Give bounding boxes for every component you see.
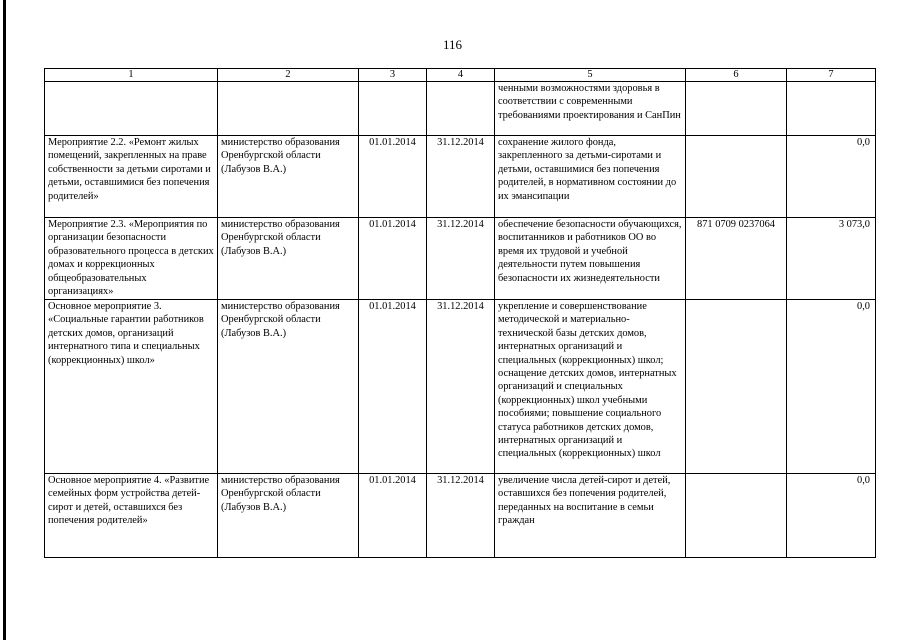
cell-result: сохранение жилого фонда, закрепленного за детьми-сиротами и детьми, оставшимися без попечения родителей, в нормативном состоянии до их эмансипации [495, 136, 686, 218]
cell-code: 871 0709 0237064 [686, 218, 787, 300]
cell-start-date [359, 82, 427, 136]
header-cell: 3 [359, 69, 427, 82]
cell-start-date: 01.01.2014 [359, 218, 427, 300]
header-cell: 1 [45, 69, 218, 82]
cell-amount: 0,0 [787, 136, 876, 218]
cell-activity [45, 82, 218, 136]
cell-code [686, 300, 787, 474]
left-margin-rule [3, 0, 6, 640]
cell-code [686, 474, 787, 558]
cell-activity: Мероприятие 2.3. «Мероприятия по организации безопасности образовательного процесса в детских домах и коррекционных общеобразовательных организациях» [45, 218, 218, 300]
cell-start-date: 01.01.2014 [359, 136, 427, 218]
cell-result: увеличение числа детей-сирот и детей, оставшихся без попечения родителей, переданных на воспитание в семьи граждан [495, 474, 686, 558]
cell-code [686, 82, 787, 136]
cell-executor: министерство образования Оренбургской области (Лабузов В.А.) [218, 300, 359, 474]
cell-amount [787, 82, 876, 136]
header-row [45, 69, 876, 82]
cell-amount: 0,0 [787, 300, 876, 474]
cell-end-date: 31.12.2014 [427, 300, 495, 474]
cell-result: укрепление и совершенствование методической и материально-технической базы детских домов, интернатных организаций и специальных (коррекционных) школ; оснащение детских домов, интернатных организаций и специальных (коррекционных) школ учебными пособиями; повышение социального статуса работников детских домов, интернатных организаций и специальных (коррекционных) школ [495, 300, 686, 474]
cell-end-date: 31.12.2014 [427, 218, 495, 300]
cell-activity: Основное мероприятие 3. «Социальные гарантии работников детских домов, организаций интернатного типа и специальных (коррекционных) школ» [45, 300, 218, 474]
cell-executor: министерство образования Оренбургской области (Лабузов В.А.) [218, 218, 359, 300]
header-cell: 5 [495, 69, 686, 82]
cell-amount: 0,0 [787, 474, 876, 558]
cell-end-date: 31.12.2014 [427, 474, 495, 558]
cell-code [686, 136, 787, 218]
table-row [45, 82, 876, 136]
program-table [44, 68, 876, 558]
cell-executor [218, 82, 359, 136]
table-row [45, 136, 876, 218]
cell-activity: Основное мероприятие 4. «Развитие семейных форм устройства детей-сирот и детей, оставшихся без попечения родителей» [45, 474, 218, 558]
cell-result: ченными возможностями здоровья в соответствии с современными требованиями проектирования и СанПин [495, 82, 686, 136]
cell-activity: Мероприятие 2.2. «Ремонт жилых помещений, закрепленных на праве собственности за детьми сиротами и детьми, оставшимися без попечения родителей» [45, 136, 218, 218]
cell-executor: министерство образования Оренбургской области (Лабузов В.А.) [218, 474, 359, 558]
header-cell: 7 [787, 69, 876, 82]
header-cell: 6 [686, 69, 787, 82]
cell-end-date [427, 82, 495, 136]
header-cell: 4 [427, 69, 495, 82]
header-cell: 2 [218, 69, 359, 82]
page-number: 116 [442, 37, 463, 52]
cell-start-date: 01.01.2014 [359, 474, 427, 558]
cell-end-date: 31.12.2014 [427, 136, 495, 218]
table-row [45, 218, 876, 300]
table-row [45, 300, 876, 474]
cell-amount: 3 073,0 [787, 218, 876, 300]
table-row [45, 474, 876, 558]
cell-start-date: 01.01.2014 [359, 300, 427, 474]
cell-result: обеспечение безопасности обучающихся, воспитанников и работников ОО во время их трудовой и учебной деятельности путем повышения безопасности их жизнедеятельности [495, 218, 686, 300]
cell-executor: министерство образования Оренбургской области (Лабузов В.А.) [218, 136, 359, 218]
